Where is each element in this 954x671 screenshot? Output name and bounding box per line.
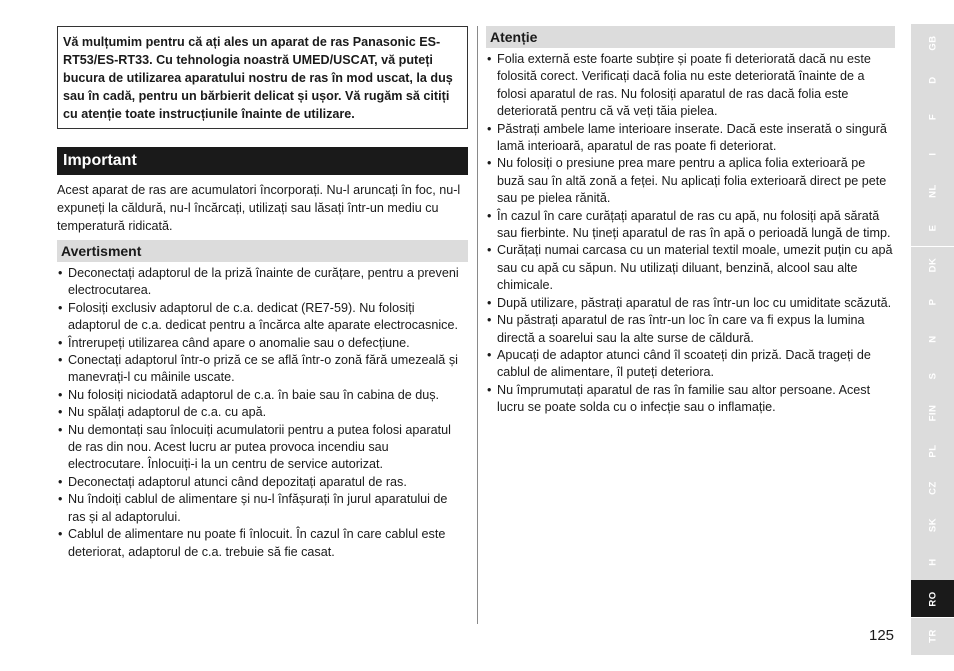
- intro-box: Vă mulțumim pentru că ați ales un aparat de ras Panasonic ES-RT53/ES-RT33. Cu tehnologia noastră UMED/USCAT, vă puteți bucura de utilizarea aparatului nostru de ras în mod uscat, la duș sau în cadă, pentru un bărbierit delicat și ușor. Vă rugăm să citiți cu atenție toate instrucțiunile înainte de utilizare.: [57, 26, 468, 129]
- column-divider: [477, 26, 478, 624]
- list-item: • Curățați numai carcasa cu un material textil moale, umezit puțin cu apă sau cu apă cu săpun. Nu utilizați diluant, benzină, alcool sau alte chimicale.: [486, 242, 895, 294]
- warning-list: [57, 265, 468, 561]
- list-item: • Folia externă este foarte subțire și poate fi deteriorată dacă nu este folosită corect. Verificați dacă folia nu este deteriorată înainte de a folosi aparatul de ras. Nu folosiți aparatul de ras dacă folia este deteriorată pentru că vă veți tăia pielea.: [486, 51, 895, 121]
- caution-heading: Atenție: [486, 26, 895, 48]
- language-tab-s[interactable]: S: [911, 358, 954, 395]
- language-tab-dk[interactable]: DK: [911, 247, 954, 284]
- list-item: • Nu demontați sau înlocuiți acumulatorii pentru a putea folosi aparatul de ras din nou. Acest lucru ar putea provoca incendiu sau electrocutare. Înlocuiți-i la un centru de service autorizat.: [57, 422, 468, 474]
- language-tabs: [911, 24, 954, 655]
- list-item: • Deconectați adaptorul atunci când depozitați aparatul de ras.: [57, 474, 468, 491]
- list-item: • Nu folosiți o presiune prea mare pentru a aplica folia exterioară pe buză sau în altă zonă a feței. Nu aplicați folia exterioară direct pe pete sau pe pielea rănită.: [486, 155, 895, 207]
- list-item: • În cazul în care curățați aparatul de ras cu apă, nu folosiți apă sărată sau fierbinte. Nu țineți aparatul de ras în apă o perioadă lungă de timp.: [486, 208, 895, 243]
- list-item: • Cablul de alimentare nu poate fi înlocuit. În cazul în care cablul este deteriorat, adaptorul de c.a. trebuie să fie casat.: [57, 526, 468, 561]
- language-tab-p[interactable]: P: [911, 284, 954, 321]
- language-tab-f[interactable]: F: [911, 98, 954, 135]
- warning-heading: Avertisment: [57, 240, 468, 262]
- list-item: • Nu păstrați aparatul de ras într-un loc în care va fi expus la lumina directă a soarelui sau la alte surse de căldură.: [486, 312, 895, 347]
- list-item: • Conectați adaptorul într-o priză ce se află într-o zonă fără umezeală și manevrați-l cu mâinile uscate.: [57, 352, 468, 387]
- important-text: Acest aparat de ras are acumulatori încorporați. Nu-l aruncați în foc, nu-l expuneți la căldură, nu-l încărcați, utilizați sau lăsați într-un mediu cu temperatură ridicată.: [57, 183, 461, 233]
- language-tab-gb[interactable]: GB: [911, 24, 954, 61]
- list-item: • Nu folosiți niciodată adaptorul de c.a. în baie sau în cabina de duș.: [57, 387, 468, 404]
- list-item: • Nu îndoiți cablul de alimentare și nu-l înfășurați în jurul aparatului de ras și al adaptorului.: [57, 491, 468, 526]
- list-item: • După utilizare, păstrați aparatul de ras într-un loc cu umiditate scăzută.: [486, 295, 895, 312]
- important-heading: Important: [57, 147, 468, 175]
- language-tab-cz[interactable]: CZ: [911, 469, 954, 506]
- language-tab-h[interactable]: H: [911, 543, 954, 580]
- right-column: [486, 26, 895, 417]
- language-tab-sk[interactable]: SK: [911, 506, 954, 543]
- list-item: • Păstrați ambele lame interioare inserate. Dacă este inserată o singură lamă interioară, aparatul de ras poate fi deteriorat.: [486, 121, 895, 156]
- list-item: • Deconectați adaptorul de la priză înainte de curățare, pentru a preveni electrocutarea.: [57, 265, 468, 300]
- language-tab-fin[interactable]: FIN: [911, 395, 954, 432]
- list-item: • Folosiți exclusiv adaptorul de c.a. dedicat (RE7-59). Nu folosiți adaptorul de c.a. dedicat pentru a încărca alte aparate electrocasnice.: [57, 300, 468, 335]
- language-tab-ro[interactable]: RO: [911, 580, 954, 617]
- language-tab-pl[interactable]: PL: [911, 432, 954, 469]
- language-tab-e[interactable]: E: [911, 209, 954, 246]
- language-tab-tr[interactable]: TR: [911, 618, 954, 655]
- language-tab-n[interactable]: N: [911, 321, 954, 358]
- language-tab-nl[interactable]: NL: [911, 172, 954, 209]
- language-tab-d[interactable]: D: [911, 61, 954, 98]
- page-number: 125: [869, 627, 895, 644]
- list-item: • Nu spălați adaptorul de c.a. cu apă.: [57, 404, 468, 421]
- caution-list: [486, 51, 895, 417]
- list-item: • Întrerupeți utilizarea când apare o anomalie sau o defecțiune.: [57, 335, 468, 352]
- list-item: • Apucați de adaptor atunci când îl scoateți din priză. Dacă trageți de cablul de alimentare, îl puteți deteriora.: [486, 347, 895, 382]
- list-item: • Nu împrumutați aparatul de ras în familie sau altor persoane. Acest lucru se poate solda cu o infecție sau o inflamație.: [486, 382, 895, 417]
- left-column: [57, 26, 468, 561]
- language-tab-i[interactable]: I: [911, 135, 954, 172]
